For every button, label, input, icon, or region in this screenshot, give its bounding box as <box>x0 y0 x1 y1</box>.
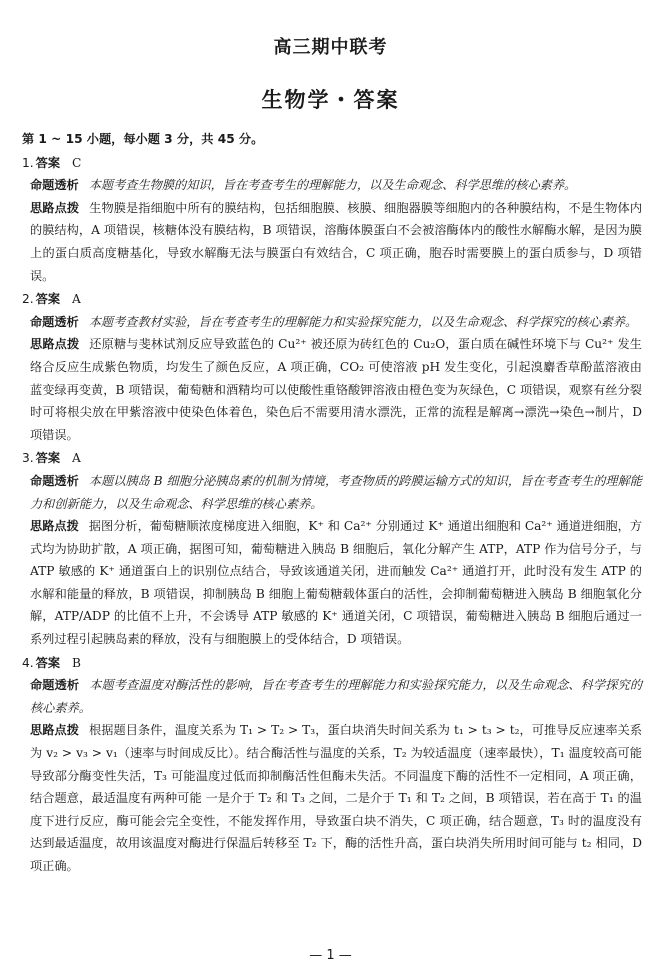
answer-label: 答案 <box>35 451 61 466</box>
analysis-label: 命题透析 <box>30 678 80 693</box>
analysis-label: 命题透析 <box>30 178 79 193</box>
question-1-thinking <box>22 197 642 287</box>
question-3-thinking <box>22 515 642 651</box>
page-number: — 1 — <box>309 948 352 963</box>
question-4-thinking <box>22 719 642 877</box>
question-number: 1. <box>22 155 34 170</box>
thinking-text: 生物膜是指细胞中所有的膜结构，包括细胞膜、核膜、细胞器膜等细胞内的各种膜结构，不是生物体内的膜结构，A 项错误，核糖体没有膜结构，B 项错误，溶酶体膜蛋白不会被溶酶体内的酸性水解酶水解，是因为膜上的蛋白质高度糖基化，导致水解酶无法与膜蛋白有效结合，C 项正确，胞吞时需要膜上的蛋白质参与，D 项错误。 <box>30 200 643 283</box>
thinking-label: 思路点拨 <box>30 519 79 534</box>
question-number: 3. <box>22 451 34 466</box>
answer-content <box>22 128 642 878</box>
thinking-text: 据图分析，葡萄糖顺浓度梯度进入细胞，K⁺ 和 Ca²⁺ 分别通过 K⁺ 通道出细胞和 Ca²⁺ 通道进细胞，方式均为协助扩散，A 项正确，据图可知，葡萄糖进入胰岛 B 细胞后，氧化分解产生 ATP，ATP 作为信号分子，与 ATP 敏感的 K⁺ 通道蛋白上的识别位点结合，导致该通道关闭，进而触发 Ca²⁺ 通道打开，此时没有发生 ATP 的水解和能量的释放，B 项错误，抑制胰岛 B 细胞上葡萄糖载体蛋白的活性，会抑制葡萄糖进入胰岛 B 细胞氧化分解，ATP/ADP 的比值不上升，不会诱导 ATP 敏感的 K⁺ 通道关闭，C 项错误，葡萄糖进入胰岛 B 细胞后通过一系列过程引起胰岛素的释放，没有与细胞膜上的受体结合，D 项错误。 <box>30 519 643 647</box>
analysis-text: 本题以胰岛 B 细胞分泌胰岛素的机制为情境，考查物质的跨膜运输方式的知识，旨在考查考生的理解能力和创新能力，以及生命观念、科学思维的核心素养。 <box>30 473 642 511</box>
answer-value: A <box>72 451 81 466</box>
thinking-label: 思路点拨 <box>30 200 80 215</box>
question-2-thinking <box>22 333 642 446</box>
thinking-text: 还原糖与斐林试剂反应导致蓝色的 Cu²⁺ 被还原为砖红色的 Cu₂O，蛋白质在碱性环境下与 Cu²⁺ 发生络合反应生成紫色物质，均发生了颜色反应，A 项正确，CO₂ 可使溶液 pH 发生变化，引起溴麝香草酚蓝溶液由蓝变绿再变黄，B 项错误，葡萄糖和酒精均可以使酸性重铬酸钾溶液由橙色变为灰绿色，C 项错误，观察有丝分裂时可将根尖放在甲紫溶液中使染色体着色，染色后不需要用清水漂洗，正常的流程是解离→漂洗→染色→制片，D 项错误。 <box>30 337 642 442</box>
question-3-answer <box>22 447 642 470</box>
analysis-text: 本题考查生物膜的知识，旨在考查考生的理解能力，以及生命观念、科学思维的核心素养。 <box>88 178 577 193</box>
thinking-label: 思路点拨 <box>30 723 80 738</box>
analysis-text: 本题考查教材实验，旨在考查考生的理解能力和实验探究能力，以及生命观念、科学探究的核心素养。 <box>88 314 638 329</box>
answer-value: C <box>72 155 82 170</box>
answer-label: 答案 <box>35 155 61 170</box>
analysis-label: 命题透析 <box>30 314 79 329</box>
question-number: 4. <box>22 655 34 670</box>
analysis-text: 本题考查温度对酶活性的影响，旨在考查考生的理解能力和实验探究能力，以及生命观念、科学探究的核心素养。 <box>30 678 643 715</box>
answer-label: 答案 <box>35 655 61 670</box>
question-4-analysis <box>22 674 642 719</box>
thinking-text: 根据题目条件，温度关系为 T₁ > T₂ > T₃，蛋白块消失时间关系为 t₁ > t₃ > t₂，可推导反应速率关系为 v₂ > v₃ > v₁（速率与时间成反比）。结合酶活性与温度的关系，T₂ 为较适温度（速率最快），T₁ 温度较高可能导致部分酶变性失活，T₃ 可能温度过低而抑制酶活性但酶未失活。不同温度下酶的活性不一定相同，A 项正确，结合题意，最适温度有两种可能 一是介于 T₂ 和 T₃ 之间，二是介于 T₁ 和 T₂ 之间，B 项错误，若在高于 T₁ 的温度下进行反应，酶可能会完全变性，不能发挥作用，导致蛋白块不消失，C 项正确，结合题意，T₃ 时的温度没有达到最适温度，故用该温度对酶进行保温后转移至 T₂ 下，酶的活性升高，蛋白块消失所用时间可能与 t₂ 相同，D 项正确。 <box>30 723 643 873</box>
answer-value: A <box>72 292 81 307</box>
analysis-label: 命题透析 <box>30 473 79 488</box>
answer-label: 答案 <box>35 292 61 307</box>
section-intro: 第 1 ~ 15 小题，每小题 3 分，共 45 分。 <box>22 132 264 146</box>
question-2-analysis <box>22 311 642 334</box>
question-4-answer <box>22 652 642 675</box>
page-title: 高三期中联考 <box>273 37 388 58</box>
question-3-analysis <box>22 470 642 515</box>
question-1-answer <box>22 152 642 175</box>
page-subtitle: 生物学・答案 <box>261 88 400 112</box>
question-1-analysis <box>22 174 642 197</box>
answer-value: B <box>72 655 81 670</box>
question-number: 2. <box>22 292 34 307</box>
thinking-label: 思路点拨 <box>30 337 80 352</box>
question-2-answer <box>22 288 642 311</box>
